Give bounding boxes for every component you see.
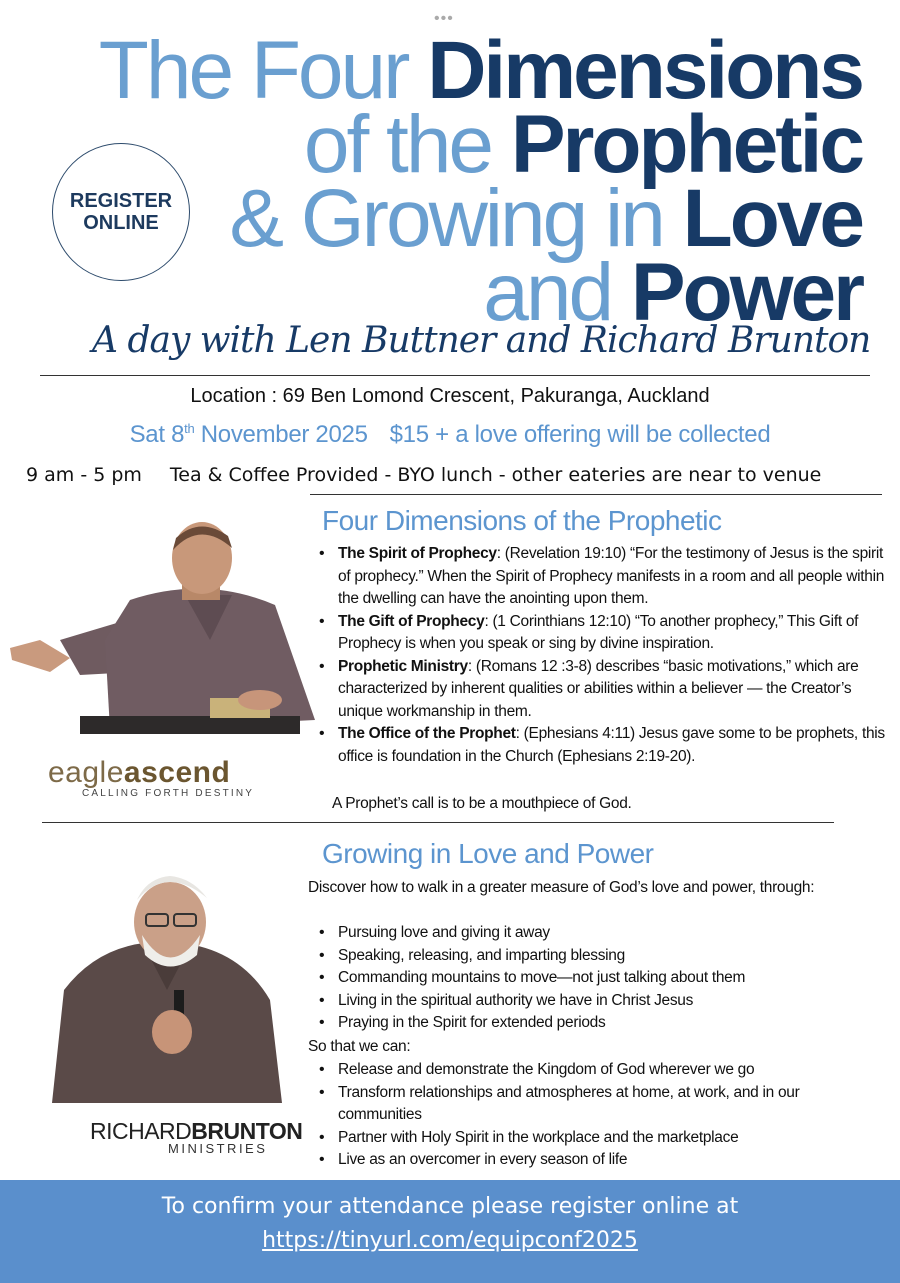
list-item: • Release and demonstrate the Kingdom of God wherever we go bbox=[316, 1059, 876, 1082]
event-subtitle: A day with Len Buttner and Richard Brunton bbox=[92, 320, 871, 361]
divider bbox=[40, 375, 870, 376]
item-title: The Spirit of Prophecy bbox=[338, 545, 497, 562]
so-that-label: So that we can: bbox=[308, 1038, 411, 1055]
logo-word-bold: BRUNTON bbox=[191, 1118, 303, 1144]
item-text: : (Ephesians 4:11) Jesus gave some to be prophets, this office is foundation in the Church (Ephesians 2:19-20). bbox=[338, 725, 885, 765]
logo-tagline: MINISTRIES bbox=[168, 1141, 268, 1156]
item-text: : (Revelation 19:10) “For the testimony of Jesus is the spirit of prophecy.” When the Spirit of Prophecy manifests in a room and all people within the dwelling can have the anointing upon them. bbox=[338, 545, 885, 607]
title-part-bold: Love bbox=[682, 173, 862, 264]
item-title: Prophetic Ministry bbox=[338, 657, 468, 675]
footer-message: To confirm your attendance please register online at bbox=[161, 1194, 739, 1219]
event-date-price bbox=[0, 421, 900, 449]
list-item: • Transform relationships and atmospheres at home, at work, and in our communities bbox=[316, 1082, 876, 1127]
list-item: • Speaking, releasing, and imparting blessing bbox=[316, 945, 876, 968]
event-price: $15 + a love offering will be collected bbox=[389, 421, 771, 448]
event-location: Location : 69 Ben Lomond Crescent, Pakuranga, Auckland bbox=[190, 385, 710, 407]
title-part: and bbox=[483, 247, 631, 338]
list-item: • Commanding mountains to move—not just talking about them bbox=[316, 967, 876, 990]
title-part-bold: Dimensions bbox=[427, 25, 862, 116]
title-part: The Four bbox=[98, 25, 428, 116]
list-item: • Live as an overcomer in every season of life bbox=[316, 1149, 876, 1172]
title-part-bold: Prophetic bbox=[510, 99, 862, 190]
logo-word-light: RICHARD bbox=[90, 1118, 192, 1144]
len-buttner-photo bbox=[10, 520, 315, 740]
logo-tagline: CALLING FORTH DESTINY bbox=[82, 788, 255, 799]
richard-brunton-ministries-logo bbox=[90, 1118, 303, 1156]
divider bbox=[310, 494, 882, 495]
item-text: : (1 Corinthians 12:10) “To another prophecy,” This Gift of Prophecy is when you speak or sing by divine inspiration. bbox=[338, 612, 859, 652]
logo-word-bold: ascend bbox=[123, 756, 231, 789]
so-that-list bbox=[316, 1059, 876, 1172]
item-title: The Office of the Prophet bbox=[338, 725, 516, 742]
item-title: The Gift of Prophecy bbox=[338, 612, 485, 630]
growing-heading: Growing in Love and Power bbox=[322, 838, 654, 869]
event-month-year: November 2025 bbox=[194, 421, 368, 448]
date-suffix: th bbox=[184, 421, 195, 436]
title-part-bold: Power bbox=[630, 247, 862, 338]
event-hours-line bbox=[26, 464, 821, 486]
list-item: • Pursuing love and giving it away bbox=[316, 922, 876, 945]
event-date: Sat 8 bbox=[129, 421, 185, 448]
logo-word bbox=[48, 756, 288, 790]
prophetic-list bbox=[316, 543, 886, 768]
register-label: REGISTER bbox=[69, 190, 173, 212]
list-item bbox=[316, 611, 886, 656]
more-options-icon[interactable]: ••• bbox=[434, 10, 454, 27]
list-item: • Partner with Holy Spirit in the workplace and the marketplace bbox=[316, 1127, 876, 1150]
footer-banner bbox=[0, 1180, 900, 1283]
title-part: of the bbox=[303, 99, 511, 190]
prophet-call-note: A Prophet’s call is to be a mouthpiece of God. bbox=[332, 795, 632, 812]
registration-link[interactable]: https://tinyurl.com/equipconf2025 bbox=[262, 1228, 638, 1253]
item-text: : (Romans 12 :3-8) describes “basic motivations,” which are characterized by inherent qualities or abilities within a believer — the Creator’s unique workmanship in them. bbox=[338, 657, 859, 720]
divider bbox=[42, 822, 834, 823]
event-hours: 9 am - 5 pm bbox=[26, 464, 142, 486]
list-item bbox=[316, 543, 886, 611]
list-item: • Living in the spiritual authority we have in Christ Jesus bbox=[316, 990, 876, 1013]
list-item bbox=[316, 723, 886, 768]
eagle-ascend-logo bbox=[48, 756, 288, 799]
growing-intro: Discover how to walk in a greater measure of God’s love and power, through: bbox=[308, 879, 815, 896]
through-list bbox=[316, 922, 876, 1035]
richard-brunton-photo bbox=[42, 860, 288, 1103]
list-item: • Praying in the Spirit for extended periods bbox=[316, 1012, 876, 1035]
event-catering-info: Tea & Coffee Provided - BYO lunch - other eateries are near to venue bbox=[169, 464, 822, 486]
list-item bbox=[316, 656, 886, 724]
prophetic-heading: Four Dimensions of the Prophetic bbox=[322, 505, 722, 536]
title-part: & Growing in bbox=[229, 173, 683, 264]
online-label: ONLINE bbox=[83, 212, 159, 234]
logo-word-light: eagle bbox=[48, 756, 124, 789]
register-online-badge[interactable] bbox=[52, 143, 190, 281]
